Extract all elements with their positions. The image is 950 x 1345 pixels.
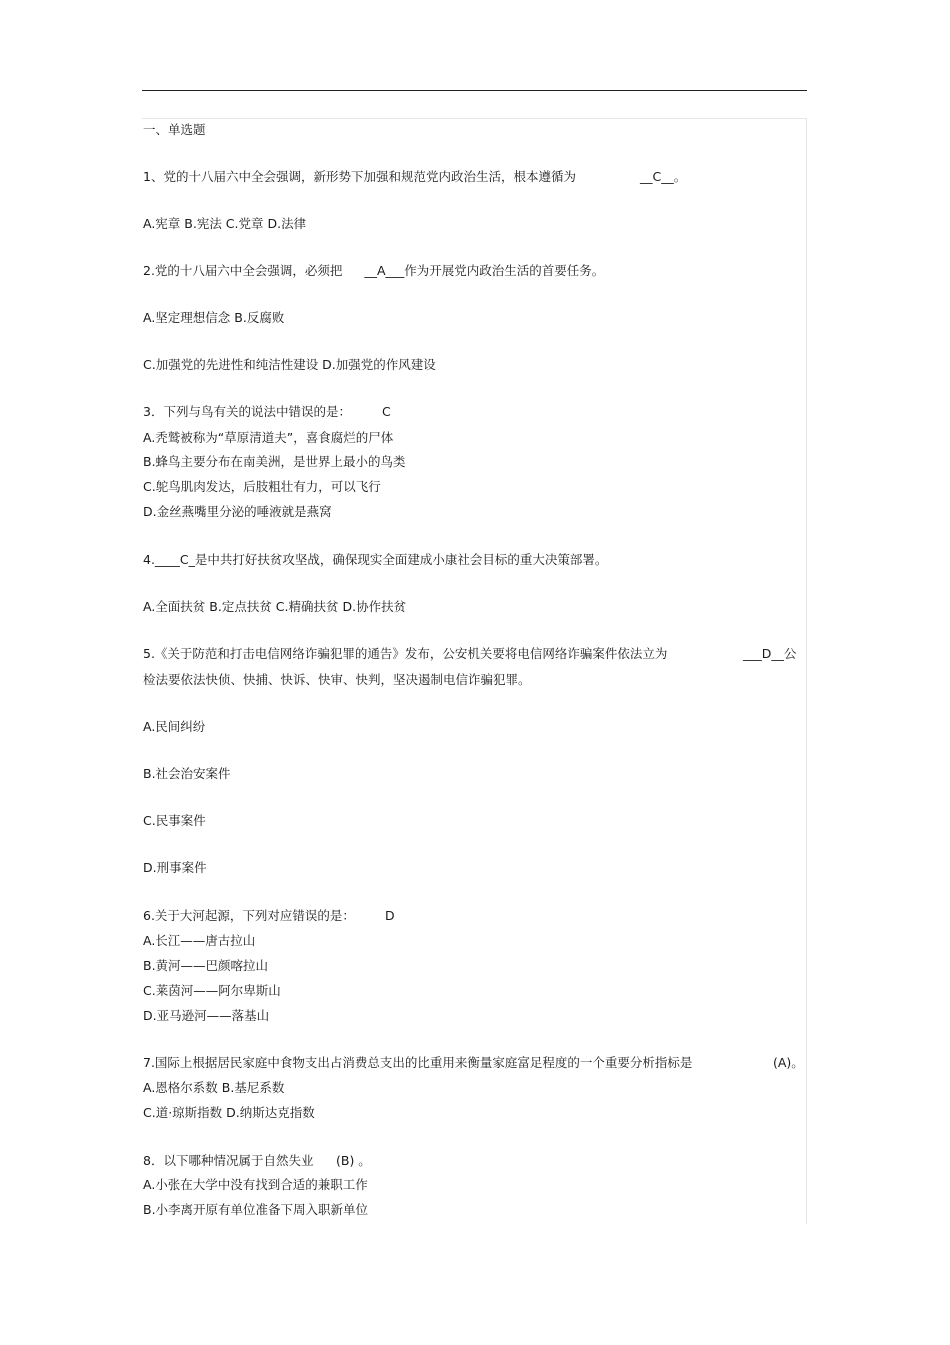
question-2-options-1: A.坚定理想信念 B.反腐败 [143,310,285,325]
question-3-text: 3．下列与鸟有关的说法中错误的是： [143,404,351,419]
header-rule [142,90,807,91]
question-5-option-c: C.民事案件 [143,813,206,828]
question-4-options: A.全面扶贫 B.定点扶贫 C.精确扶贫 D.协作扶贫 [143,599,407,614]
question-3-option-a: A.秃鹫被称为“草原清道夫”，喜食腐烂的尸体 [143,430,394,445]
question-5-option-a: A.民间纠纷 [143,719,206,734]
question-2-options-2: C.加强党的先进性和纯洁性建设 D.加强党的作风建设 [143,357,436,372]
question-5-text-2: 检法要依法快侦、快捕、快诉、快审、快判，坚决遏制电信诈骗犯罪。 [143,672,531,687]
question-5-option-d: D.刑事案件 [143,860,207,875]
question-6-answer: D [385,908,395,923]
question-8-option-b: B.小李离开原有单位准备下周入职新单位 [143,1202,369,1217]
question-3-option-d: D.金丝燕嘴里分泌的唾液就是燕窝 [143,504,332,519]
question-1-answer: __C__。 [640,169,687,184]
question-5-option-b: B.社会治安案件 [143,766,231,781]
question-4-text: 4.____C_是中共打好扶贫攻坚战，确保现实全面建成小康社会目标的重大决策部署。 [143,552,608,567]
question-1-options: A.宪章 B.宪法 C.党章 D.法律 [143,216,307,231]
question-8-option-a: A.小张在大学中没有找到合适的兼职工作 [143,1177,368,1192]
question-2-text [143,263,604,279]
question-7-answer: (A)。 [773,1055,804,1070]
section-title: 一、单选题 [143,122,206,137]
question-6-option-c: C.莱茵河——阿尔卑斯山 [143,983,281,998]
question-8-text: 8．以下哪种情况属于自然失业 [143,1153,314,1168]
question-3-option-c: C.鸵鸟肌肉发达，后肢粗壮有力，可以飞行 [143,479,381,494]
question-8-answer: (B) 。 [336,1153,371,1168]
question-1-text: 1、党的十八届六中全会强调，新形势下加强和规范党内政治生活，根本遵循为 [143,169,576,184]
question-6-option-a: A.长江——唐古拉山 [143,933,256,948]
question-6-text: 6.关于大河起源，下列对应错误的是： [143,908,355,923]
question-7-options-1: A.恩格尔系数 B.基尼系数 [143,1080,285,1095]
question-2-text-after: __A___作为开展党内政治生活的首要任务。 [364,263,605,278]
question-7-text: 7.国际上根据居民家庭中食物支出占消费总支出的比重用来衡量家庭富足程度的一个重要分析指标是 [143,1055,693,1070]
question-6-option-b: B.黄河——巴颜喀拉山 [143,958,269,973]
question-2-text-before: 2.党的十八届六中全会强调，必须把 [143,263,343,278]
question-3-answer: C [382,404,391,419]
question-3-option-b: B.蜂鸟主要分布在南美洲，是世界上最小的鸟类 [143,454,406,469]
question-7-options-2: C.道·琼斯指数 D.纳斯达克指数 [143,1105,315,1120]
question-5-text-1: 5.《关于防范和打击电信网络诈骗犯罪的通告》发布，公安机关要将电信网络诈骗案件依法立为 [143,646,668,661]
question-5-answer: ___D__公 [743,646,797,661]
question-6-option-d: D.亚马逊河——落基山 [143,1008,270,1023]
